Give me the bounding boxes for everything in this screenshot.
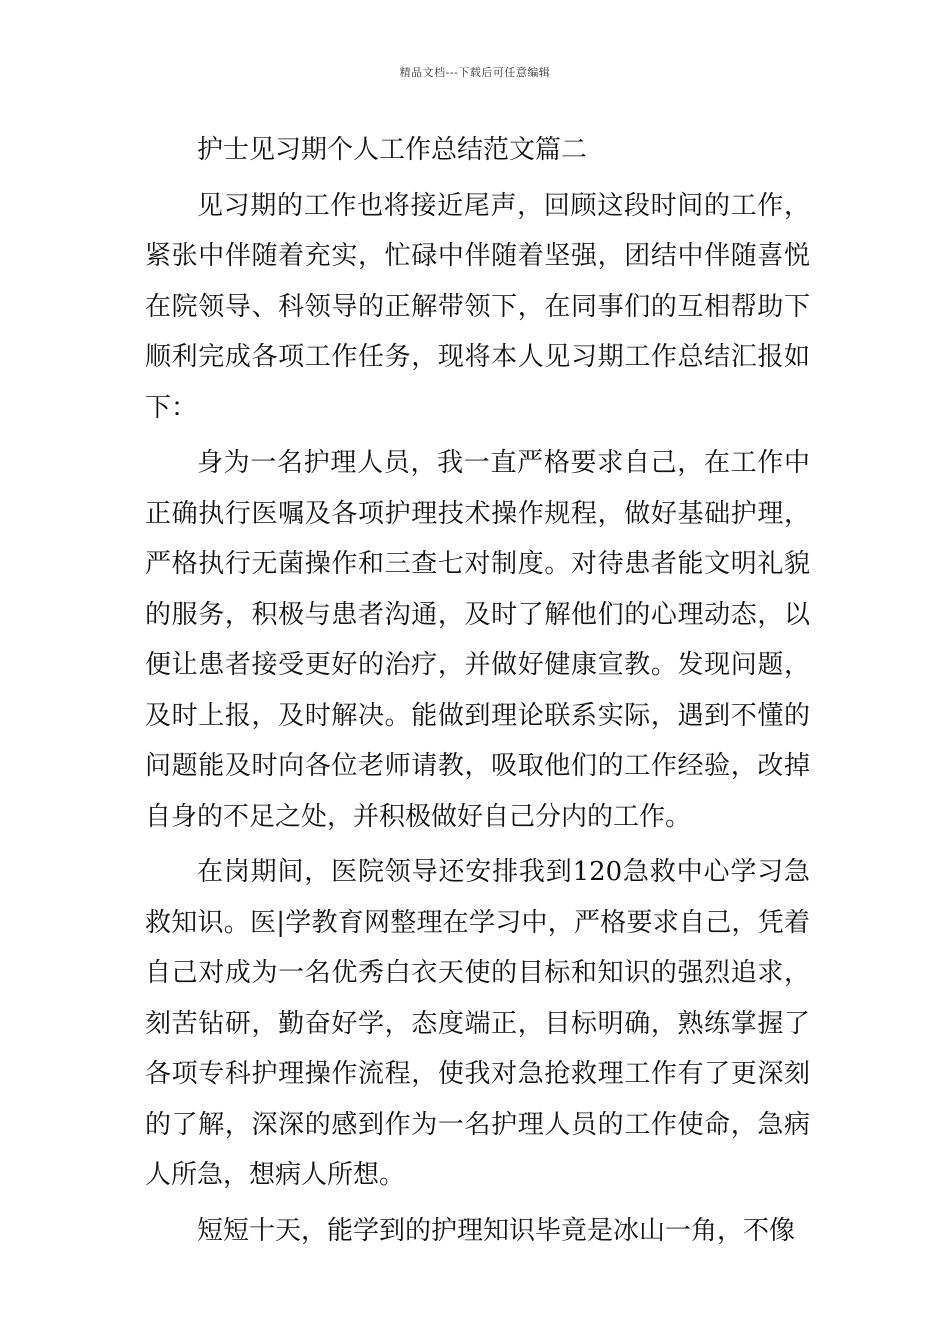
document-body — [145, 125, 810, 1256]
paragraph-3: 在岗期间，医院领导还安排我到120急救中心学习急救知识。医|学教育网整理在学习中，严格要求自己，凭着自己对成为一名优秀白衣天使的目标和知识的强烈追求，刻苦钻研，勤奋好学，态度端正，目标明确，熟练掌握了各项专科护理操作流程，使我对急抢救理工作有了更深刻的了解，深深的感到作为一名护理人员的工作使命，急病人所急，想病人所想。 — [145, 857, 810, 1190]
document-title: 护士见习期个人工作总结范文篇二 — [197, 135, 588, 165]
page-header: 精品文档---下载后可任意编辑 — [399, 66, 551, 79]
paragraph-1: 见习期的工作也将接近尾声，回顾这段时间的工作，紧张中伴随着充实，忙碌中伴随着坚强，团结中伴随喜悦在院领导、科领导的正解带领下，在同事们的互相帮助下顺利完成各项工作任务，现将本人见习期工作总结汇报如下： — [145, 190, 810, 423]
paragraph-4: 短短十天，能学到的护理知识毕竟是冰山一角，不像 — [197, 1215, 796, 1246]
paragraph-2: 身为一名护理人员，我一直严格要求自己，在工作中正确执行医嘱及各项护理技术操作规程，做好基础护理，严格执行无菌操作和三查七对制度。对待患者能文明礼貌的服务，积极与患者沟通，及时了解他们的心理动态，以便让患者接受更好的治疗，并做好健康宣教。发现问题，及时上报，及时解决。能做到理论联系实际，遇到不懂的问题能及时向各位老师请教，吸取他们的工作经验，改掉自身的不足之处，并积极做好自己分内的工作。 — [145, 448, 810, 832]
